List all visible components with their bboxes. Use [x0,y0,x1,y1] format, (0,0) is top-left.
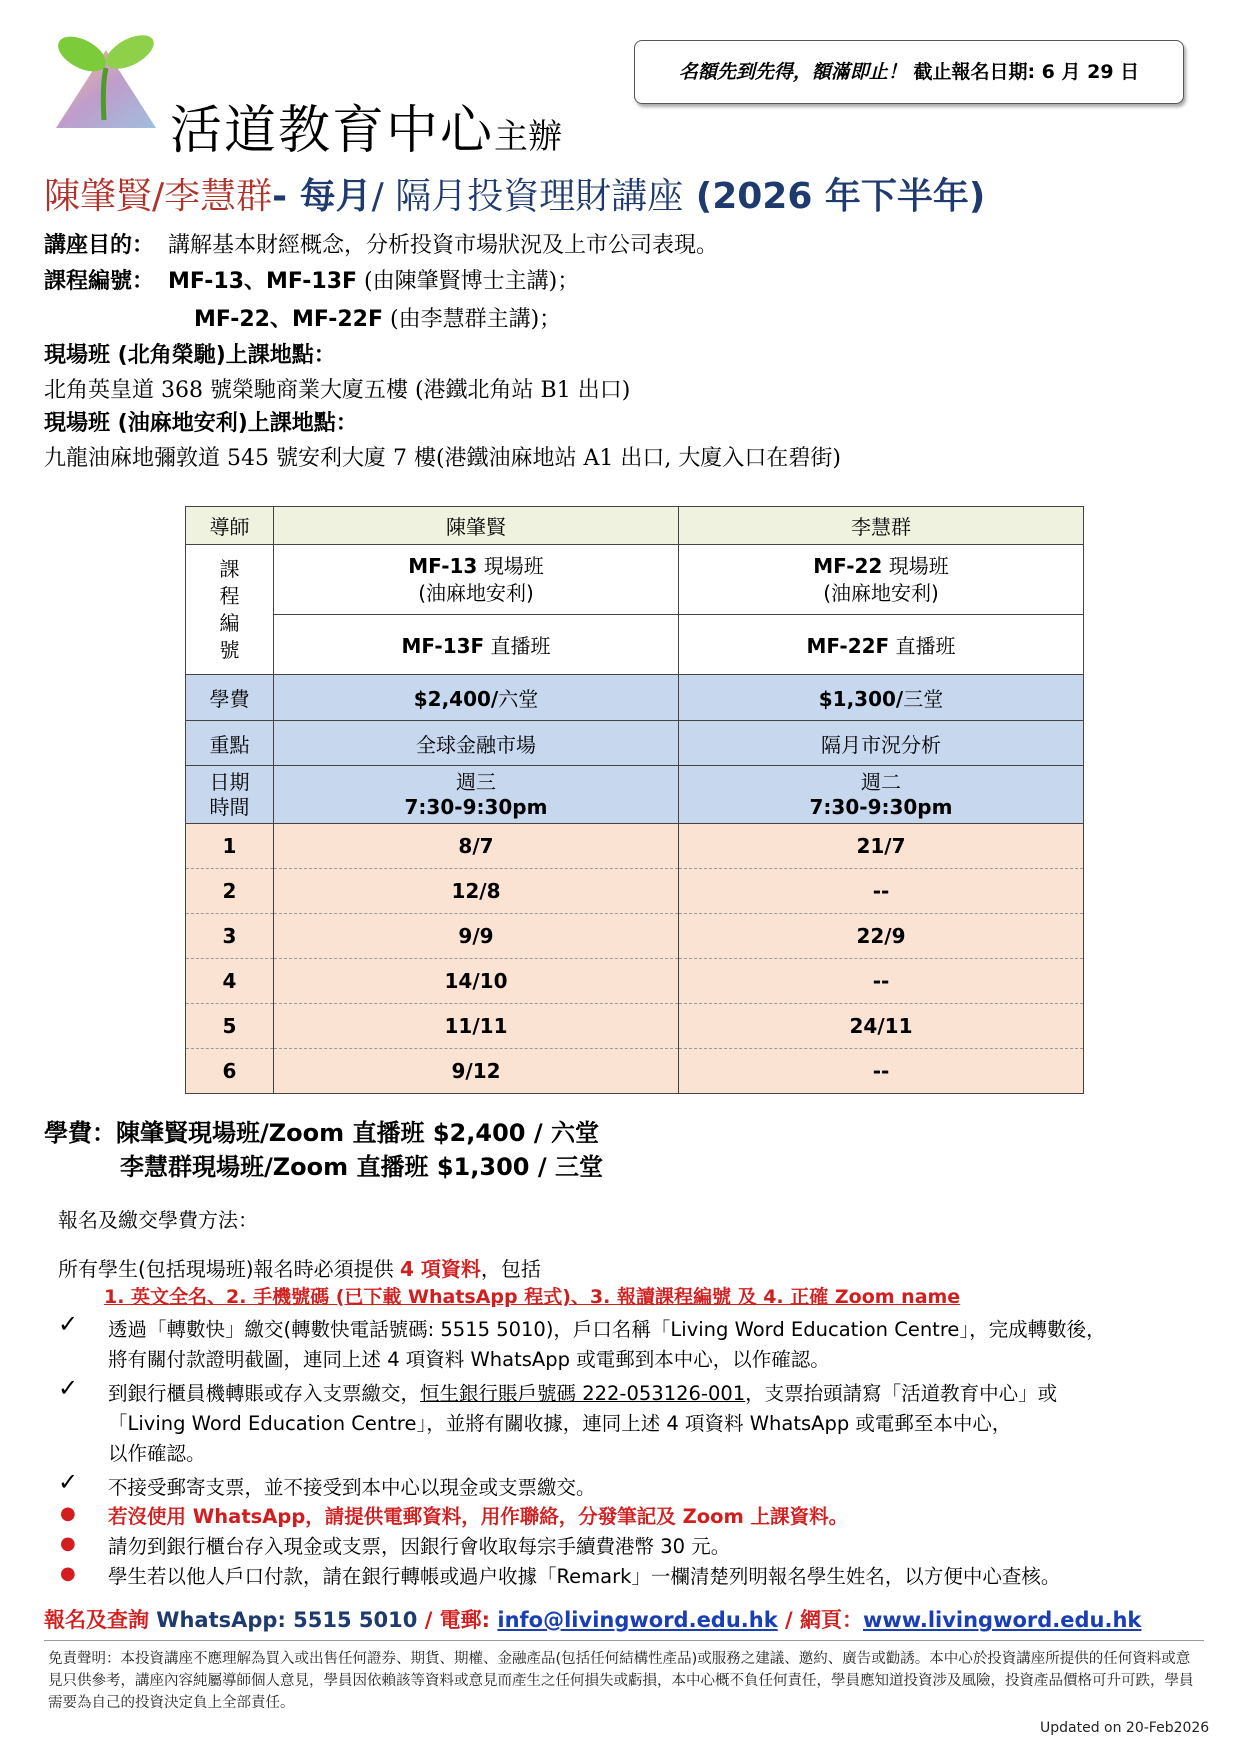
requirement-post: ，包括 [480,1257,541,1281]
session-date-b: 24/11 [679,1004,1084,1049]
payment-heading: 報名及繳交學費方法： [58,1208,258,1232]
course-codes-lee: MF-22、MF-22F [194,307,384,332]
note-remark: 學生若以他人戶口付款，請在銀行轉帳或過户收據「Remark」一欄清楚列明報名學生姓名，以方便中心查核。 [108,1565,1061,1588]
fps-line-1: 透過「轉數快」繳交(轉數快電話號碼: 5515 5010)，戶口名稱「Living Word Education Centre」，完成轉數後， [108,1318,1106,1341]
a-live-type: 現場班 [477,553,544,578]
course-codes-chan-note: (由陳肇賢博士主講)； [357,269,580,294]
title-bimonthly: / 隔月投資理財講座 [371,176,684,217]
live-class-row [186,545,1084,615]
datetime-row [186,766,1084,824]
b-live-code: MF-22 [813,553,883,578]
requirement-line [58,1253,541,1282]
bullet-icon: ● [60,1563,76,1584]
session-date-b: -- [679,1049,1084,1094]
check-icon: ✓ [58,1374,79,1402]
a-fee-cell [274,675,679,721]
session-no: 5 [186,1004,274,1049]
title-monthly: - 每月 [272,176,372,217]
requirement-pre: 所有學生(包括現場班)報名時必須提供 [58,1257,400,1281]
b-datetime [679,766,1084,824]
bank-account: 恒生銀行賬戶號碼 222-053126-001 [420,1382,746,1405]
fee-summary-chan: 陳肇賢現場班/Zoom 直播班 $2,400 / 六堂 [116,1119,599,1147]
contact-separator: / [424,1608,433,1632]
page-title [44,168,985,219]
b-live-venue: (油麻地安利) [823,580,939,605]
b-fee-cell [679,675,1084,721]
a-focus: 全球金融市場 [274,721,679,766]
course-code-label: 課程編號： [44,269,155,294]
contact-web-label: 網頁： [799,1608,863,1632]
session-row [186,1004,1084,1049]
session-date-b: 22/9 [679,914,1084,959]
fee-summary [44,1116,603,1184]
contact-separator: / [777,1608,800,1632]
email-link[interactable]: info@livingword.edu.hk [497,1608,778,1632]
a-live-cell [274,545,679,615]
venue2-label: 現場班 (油麻地安利)上課地點： [44,411,358,436]
a-stream-type: 直播班 [484,634,551,658]
requirement-count: 4 項資料 [399,1257,481,1281]
divider [44,1640,1204,1641]
session-row [186,824,1084,869]
venue1-address: 北角英皇道 368 號榮馳商業大廈五樓 (港鐵北角站 B1 出口) [44,378,631,403]
code-label-char: 號 [219,637,240,662]
fee-summary-label: 學費： [44,1119,116,1147]
b-focus: 隔月市況分析 [679,721,1084,766]
a-fee: $2,400/ [413,687,499,711]
contact-whatsapp: WhatsApp: 5515 5010 [149,1608,425,1632]
bank-line-1 [108,1378,1057,1406]
code-label-char: 課 [219,556,240,581]
notice-deadline: 截止報名日期: 6 月 29 日 [906,61,1140,83]
bank-line-1-post: ，支票抬頭請寫「活道教育中心」或 [745,1382,1058,1405]
title-speakers: 陳肇賢/李慧群 [44,176,273,217]
deadline-notice [634,40,1184,104]
date-label: 日期 [209,769,250,794]
session-no: 4 [186,959,274,1004]
organization-name [170,88,562,163]
session-date-a: 9/12 [274,1049,679,1094]
venue1-label: 現場班 (北角榮馳)上課地點： [44,343,336,368]
a-time: 7:30-9:30pm [404,794,548,819]
course-code-row-1 [44,264,579,295]
table-header-row [186,507,1084,545]
requirement-items: 1. 英文全名、2. 手機號碼 (已下載 WhatsApp 程式)、3. 報讀課程編號 及 4. 正確 Zoom name [104,1286,961,1308]
updated-date: Updated on 20-Feb2026 [1040,1720,1210,1736]
session-no: 1 [186,824,274,869]
course-codes-lee-note: (由李慧群主講)； [383,307,562,332]
course-codes-chan: MF-13、MF-13F [168,269,358,294]
a-live-code: MF-13 [408,553,478,578]
notice-first-come: 名額先到先得，額滿即止！ [678,61,907,83]
contact-email-label: 電郵: [432,1608,498,1632]
purpose-row [44,228,718,259]
contact-label: 報名及查詢 [44,1608,149,1632]
session-date-b: 21/7 [679,824,1084,869]
code-label-char: 編 [219,610,240,635]
session-date-b: -- [679,869,1084,914]
tutor-a-name: 陳肇賢 [274,507,679,545]
schedule-table [185,506,1084,1094]
a-stream-cell [274,615,679,675]
datetime-label [186,766,274,824]
session-no: 3 [186,914,274,959]
b-stream-code: MF-22F [806,634,890,658]
a-day: 週三 [456,769,496,794]
b-fee-unit: 三堂 [903,687,944,711]
purpose-label: 講座目的： [44,233,155,258]
org-name-text: 活道教育中心 [170,101,495,161]
session-date-a: 9/9 [274,914,679,959]
title-period: (2026 年下半年) [683,176,986,217]
a-live-venue: (油麻地安利) [418,580,534,605]
fee-label: 學費 [186,675,274,721]
disclaimer: 免責聲明：本投資講座不應理解為買入或出售任何證券、期貨、期權、金融產品(包括任何結構性產品)或服務之建議、邀約、廣告或勸誘。本中心於投資講座所提供的任何資料或意見只供參考，講座內容純屬導師個人意見，學員因依賴該等資料或意見而產生之任何損失或虧損，本中心概不負任何責任，學員應知道投資涉及風險，投資產品價格可升可跌，學員需要為自己的投資決定負上全部責任。 [48,1651,1194,1711]
fps-line-2: 將有關付款證明截圖，連同上述 4 項資料 WhatsApp 或電郵到本中心，以作確認。 [108,1348,830,1371]
venue2-address: 九龍油麻地彌敦道 545 號安利大廈 7 樓(港鐵油麻地站 A1 出口, 大廈入口在碧街) [44,446,841,471]
b-stream-type: 直播班 [889,634,956,658]
session-row [186,914,1084,959]
fee-summary-lee: 李慧群現場班/Zoom 直播班 $1,300 / 三堂 [120,1153,603,1181]
time-label: 時間 [209,794,250,819]
session-row [186,869,1084,914]
check-icon: ✓ [58,1468,79,1496]
session-row [186,1049,1084,1094]
tutor-b-name: 李慧群 [679,507,1084,545]
note-whatsapp: 若沒使用 WhatsApp，請提供電郵資料，用作聯絡，分發筆記及 Zoom 上課資料。 [108,1505,849,1528]
b-live-cell [679,545,1084,615]
focus-label: 重點 [186,721,274,766]
a-stream-code: MF-13F [401,634,485,658]
note-bank-counter: 請勿到銀行櫃台存入現金或支票，因銀行會收取每宗手續費港幣 30 元。 [108,1535,731,1558]
contact-line [44,1604,1141,1634]
session-date-b: -- [679,959,1084,1004]
session-no: 6 [186,1049,274,1094]
no-mail-line: 不接受郵寄支票，並不接受到本中心以現金或支票繳交。 [108,1476,596,1499]
a-datetime [274,766,679,824]
b-day: 週二 [861,769,901,794]
b-live-type: 現場班 [882,553,949,578]
stream-class-row [186,615,1084,675]
bank-line-2: 「Living Word Education Centre」，並將有關收據，連同上述 4 項資料 WhatsApp 或電郵至本中心， [108,1412,1012,1435]
tutor-header: 導師 [186,507,274,545]
session-date-a: 14/10 [274,959,679,1004]
session-no: 2 [186,869,274,914]
bullet-icon: ● [60,1503,76,1524]
course-code-row-2 [194,302,561,333]
b-stream-cell [679,615,1084,675]
website-link[interactable]: www.livingword.edu.hk [862,1608,1142,1632]
a-fee-unit: 六堂 [498,687,539,711]
bank-line-3: 以作確認。 [108,1442,206,1465]
session-date-a: 12/8 [274,869,679,914]
b-fee: $1,300/ [818,687,904,711]
purpose-text: 講解基本財經概念，分析投資市場狀況及上市公司表現。 [168,233,719,258]
session-date-a: 8/7 [274,824,679,869]
session-row [186,959,1084,1004]
code-label-char: 程 [219,583,240,608]
org-suffix: 主辦 [494,117,563,157]
check-icon: ✓ [58,1310,79,1338]
focus-row [186,721,1084,766]
b-time: 7:30-9:30pm [809,794,953,819]
session-date-a: 11/11 [274,1004,679,1049]
bank-line-1-pre: 到銀行櫃員機轉賬或存入支票繳交， [108,1382,421,1405]
course-code-vertical-label [186,545,274,675]
bullet-icon: ● [60,1533,76,1554]
fee-summary-line-1 [44,1116,603,1150]
logo [48,30,160,132]
fee-row [186,675,1084,721]
